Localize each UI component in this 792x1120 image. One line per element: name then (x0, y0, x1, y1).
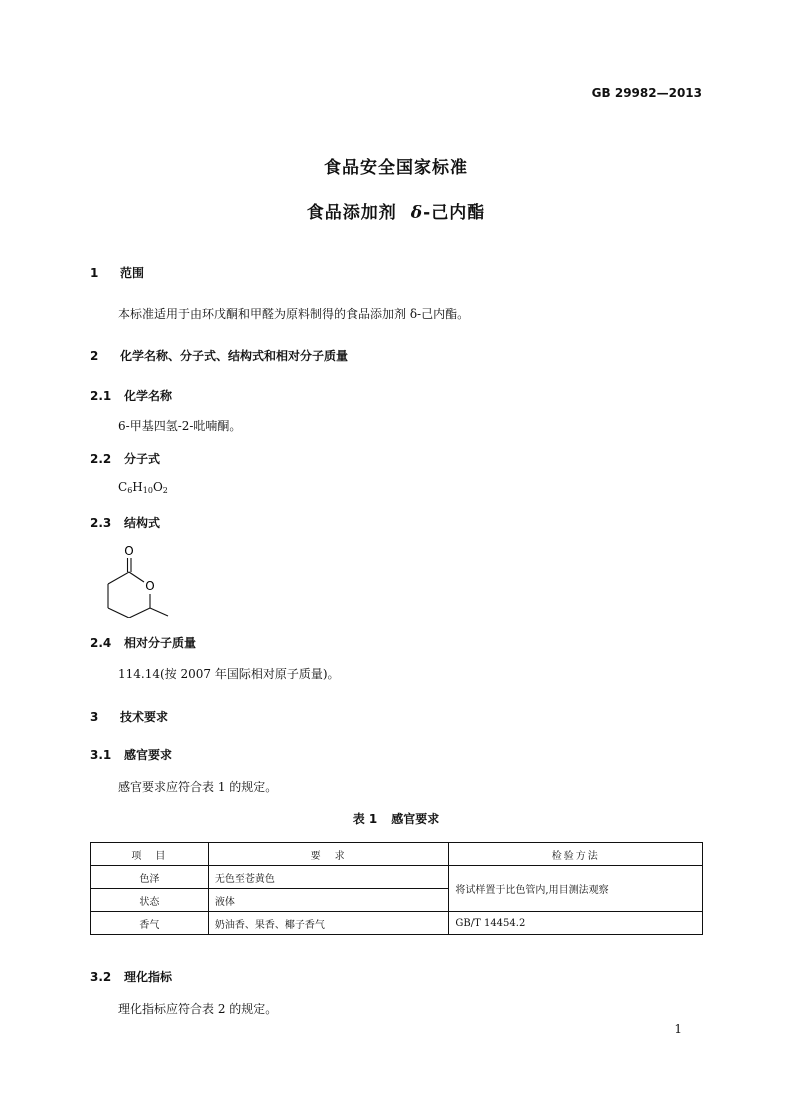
section-title: 相对分子质量 (124, 636, 197, 650)
section-title: 理化指标 (124, 970, 173, 984)
ring-oxygen-label: O (145, 579, 155, 593)
section-title: 感官要求 (124, 748, 173, 762)
section-3-1-heading (90, 746, 172, 763)
physicochemical-text: 理化指标应符合表 2 的规定。 (118, 1002, 278, 1016)
row-item: 香气 (91, 912, 209, 935)
row-requirement: 无色至苍黄色 (208, 866, 449, 889)
section-number: 3.1 (90, 748, 112, 762)
document-title: 食品安全国家标准 (324, 158, 468, 178)
row-requirement: 奶油香、果香、椰子香气 (208, 912, 449, 935)
section-number: 1 (90, 266, 99, 280)
section-1-heading (90, 264, 144, 281)
header-requirement: 要 求 (208, 843, 449, 866)
section-title: 化学名称 (124, 389, 173, 403)
row-requirement: 液体 (208, 889, 449, 912)
section-2-2-heading (90, 450, 160, 467)
row-item: 色泽 (91, 866, 209, 889)
section-1-text: 本标准适用于由环戊酮和甲醛为原料制得的食品添加剂 δ-己内酯。 (118, 307, 470, 321)
sensory-requirements-text: 感官要求应符合表 1 的规定。 (118, 780, 278, 794)
sensory-requirements-table (90, 842, 703, 935)
section-title: 化学名称、分子式、结构式和相对分子质量 (120, 349, 349, 363)
document-subtitle (0, 198, 792, 223)
section-title: 结构式 (124, 516, 161, 530)
section-2-1-heading (90, 387, 172, 404)
header-test-method: 检验方法 (449, 843, 703, 866)
section-3-heading (90, 708, 168, 725)
section-number: 2 (90, 349, 99, 363)
section-3-2-heading (90, 968, 172, 985)
section-title: 范围 (120, 266, 145, 280)
header-item: 项 目 (91, 843, 209, 866)
row-test-method: 将试样置于比色管内,用目测法观察 (449, 866, 703, 912)
structural-formula (100, 538, 190, 618)
section-number: 3.2 (90, 970, 112, 984)
molecular-formula: $C_6H_{10}O_2$ (118, 480, 168, 495)
row-item: 状态 (91, 889, 209, 912)
table-1-caption: 表 1 感官要求 (352, 812, 440, 826)
table-header-row (91, 843, 703, 866)
row-test-method: GB/T 14454.2 (449, 912, 703, 935)
section-number: 2.4 (90, 636, 112, 650)
carbonyl-oxygen-label: O (124, 544, 134, 558)
section-title: 分子式 (124, 452, 161, 466)
section-number: 2.3 (90, 516, 112, 530)
section-2-heading (90, 347, 348, 364)
section-number: 2.1 (90, 389, 112, 403)
chemical-name: 6-甲基四氢-2-吡喃酮。 (118, 419, 242, 433)
table-row (91, 912, 703, 935)
standard-number: GB 29982—2013 (591, 86, 702, 100)
subtitle-delta: δ (410, 203, 424, 223)
section-2-4-heading (90, 634, 196, 651)
table-row (91, 866, 703, 889)
section-title: 技术要求 (120, 710, 169, 724)
subtitle-suffix: -己内酯 (423, 203, 486, 223)
section-number: 3 (90, 710, 99, 724)
section-number: 2.2 (90, 452, 112, 466)
page-number: 1 (674, 1022, 682, 1036)
subtitle-prefix: 食品添加剂 (306, 203, 397, 223)
section-2-3-heading (90, 514, 160, 531)
relative-molecular-mass: 114.14(按 2007 年国际相对原子质量)。 (118, 667, 340, 681)
